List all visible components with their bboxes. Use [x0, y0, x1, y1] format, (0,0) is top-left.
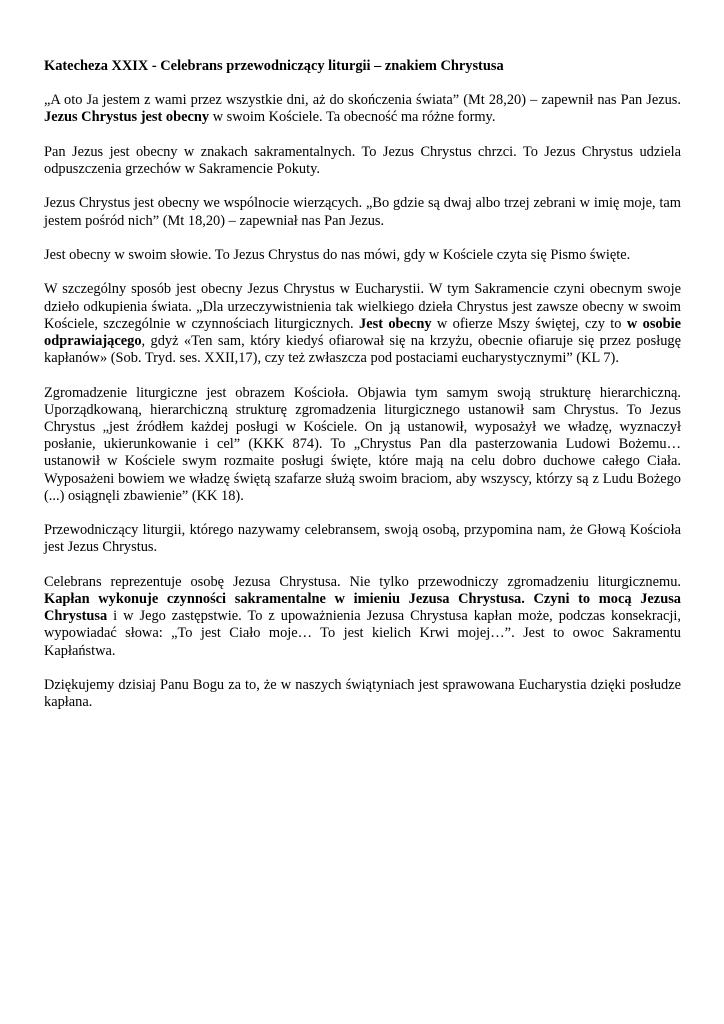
paragraph-8-text-a: Celebrans reprezentuje osobę Jezusa Chrystusa. Nie tylko przewodniczy zgromadzeniu liturgicznemu. [44, 573, 681, 590]
paragraph-9: Dziękujemy dzisiaj Panu Bogu za to, że w naszych świątyniach jest sprawowana Eucharystia dzięki posłudze kapłana. [44, 676, 681, 711]
paragraph-8-text-b: i w Jego zastępstwie. To z upoważnienia Jezusa Chrystusa kapłan może, podczas konsekracji, wypowiadać słowa: „To jest Ciało moje… To jest kielich Krwi mojej…”. Jest to owoc Sakramentu Kapłaństwa. [44, 608, 681, 659]
paragraph-5 [44, 281, 681, 367]
paragraph-6: Zgromadzenie liturgiczne jest obrazem Kościoła. Objawia tym samym swoją strukturę hierarchiczną. Uporządkowaną, hierarchiczną strukturę zgromadzenia liturgicznego ustanowił sam Chrystus. To Jezus Chrystus „jest źródłem każdej posługi w Kościele. On ją ustanowił, wyposażył we władzę, wyznaczył posłanie, ukierunkowanie i cel” (KKK 874). To „Chrystus Pan dla pasterzowania Ludowi Bożemu… ustanowił w Kościele swym rozmaite posługi święte, które mają na celu dobro duchowe całego Ciała. Wyposażeni bowiem we władzę świętą szafarze służą swoim braciom, aby wszyscy, którzy są z Ludu Bożego (...) osiągnęli zbawienie” (KK 18). [44, 384, 681, 504]
paragraph-5-bold-b: w osobie odprawiającego [44, 315, 682, 349]
paragraph-2: Pan Jezus jest obecny w znakach sakramentalnych. To Jezus Chrystus chrzci. To Jezus Chrystus udziela odpuszczenia grzechów w Sakramencie Pokuty. [44, 143, 681, 177]
paragraph-8-bold-a: Kapłan wykonuje czynności sakramentalne w imieniu Jezusa Chrystusa. Czyni to mocą Jezusa Chrystusa [44, 590, 681, 625]
paragraph-5-bold-a: Jest obecny [359, 315, 432, 332]
paragraph-7: Przewodniczący liturgii, którego nazywamy celebransem, swoją osobą, przypomina nam, że Głową Kościoła jest Jezus Chrystus. [44, 522, 681, 556]
paragraph-1-bold-a: Jezus Chrystus jest obecny [44, 109, 210, 126]
paragraph-1-text-a: „A oto Ja jestem z wami przez wszystkie dni, aż do skończenia świata” (Mt 28,20) – zapewnił nas Pan Jezus. [44, 92, 681, 109]
paragraph-1-text-b: w swoim Kościele. Ta obecność ma różne formy. [209, 109, 496, 126]
document-page [44, 58, 681, 729]
paragraph-3: Jezus Chrystus jest obecny we wspólnocie wierzących. „Bo gdzie są dwaj albo trzej zebrani w imię moje, tam jestem pośród nich” (Mt 18,20) – zapewniał nas Pan Jezus. [44, 195, 681, 229]
paragraph-5-text-a: W szczególny sposób jest obecny Jezus Chrystus w Eucharystii. W tym Sakramencie czyni obecnym swoje dzieło odkupienia świata. „Dla urzeczywistnienia tak wielkiego dzieła Chrystus jest zawsze obecny w swoim Kościele, szczególnie w czynnościach liturgicznych. [44, 281, 681, 332]
document-title: Katecheza XXIX - Celebrans przewodniczący liturgii – znakiem Chrystusa [44, 58, 504, 74]
paragraph-8 [44, 574, 681, 660]
paragraph-5-text-c: , gdyż «Ten sam, który kiedyś ofiarował się na krzyżu, obecnie ofiaruje się przez posługę kapłanów» (Sob. Tryd. ses. XXII,17), czy też zwłaszcza pod postaciami eucharystycznymi” (KL 7). [44, 332, 681, 367]
paragraph-5-text-b: w ofierze Mszy świętej, czy to [431, 315, 627, 332]
paragraph-1 [44, 92, 681, 126]
paragraph-4: Jest obecny w swoim słowie. To Jezus Chrystus do nas mówi, gdy w Kościele czyta się Pismo święte. [44, 246, 631, 263]
